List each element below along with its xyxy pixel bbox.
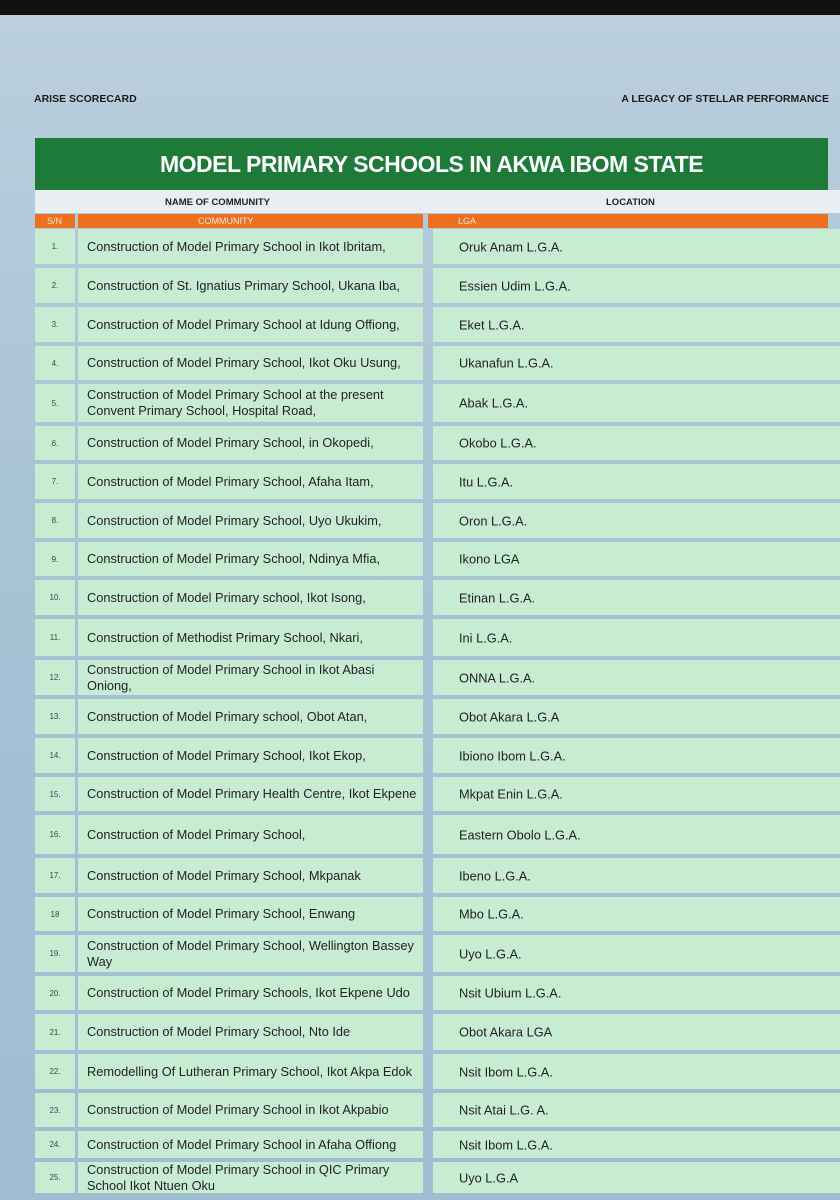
row-sn: 7. [35,464,75,499]
column-header-location: LOCATION [606,197,655,208]
row-lga-cell [433,1054,840,1089]
row-lga-cell [433,346,840,380]
row-lga-cell [433,815,840,854]
row-community: Construction of Model Primary School, in Okopedi, [87,435,374,450]
row-community-cell [78,1131,423,1158]
row-community: Construction of Model Primary School in QIC Primary School Ikot Ntuen Oku [87,1161,390,1193]
row-lga: Obot Akara LGA [459,1024,553,1040]
row-lga: Obot Akara L.G.A [459,709,560,724]
row-lga: ONNA L.G.A. [459,670,536,685]
row-lga-cell [433,1162,840,1193]
row-lga-cell [433,268,840,303]
row-lga: Okobo L.G.A. [459,435,537,451]
table-row [0,229,840,268]
row-sn: 24. [35,1131,75,1158]
row-lga: Ini L.G.A. [459,630,513,645]
row-community-cell [78,1054,423,1089]
row-community: Construction of Model Primary School, Enwang [87,906,356,921]
row-community: Construction of Model Primary School, Uyo Ukukim, [87,512,382,528]
row-lga-cell [433,1131,840,1158]
row-community: Construction of Model Primary Schools, Ikot Ekpene Udo [87,985,410,1000]
row-lga-cell [433,976,840,1010]
row-sn: 16. [35,815,75,854]
table-row [0,1014,840,1054]
row-community-cell [78,542,423,576]
column-header-name: NAME OF COMMUNITY [165,197,271,208]
row-community-cell [78,699,423,734]
row-community: Construction of Model Primary School, Ikot Ekop, [87,747,366,763]
row-lga: Ibiono Ibom L.G.A. [459,748,566,763]
row-lga: Nsit Ubium L.G.A. [459,985,562,1001]
table-row [0,384,840,426]
row-lga-cell [433,1014,840,1050]
table-row [0,1162,840,1197]
row-lga: Nsit Ibom L.G.A. [459,1064,553,1079]
row-lga-cell [433,384,840,422]
row-community-cell [78,935,423,972]
table-row [0,935,840,976]
row-lga: Nsit Atai L.G. A. [459,1102,549,1118]
table-row [0,815,840,858]
row-community-cell [78,660,423,695]
row-community: Construction of Model Primary School, Nto Ide [87,1024,351,1039]
table-row [0,1093,840,1131]
row-lga: Itu L.G.A. [459,474,514,489]
table-row [0,542,840,580]
table-row [0,1054,840,1093]
row-community: Construction of Model Primary School at Idung Offiong, [87,316,400,332]
row-lga-cell [433,464,840,499]
table-row [0,580,840,619]
row-sn: 6. [35,426,75,460]
row-sn: 17. [35,858,75,893]
header-right-text: A LEGACY OF STELLAR PERFORMANCE [621,93,829,105]
row-community: Construction of Model Primary School, Wellington Bassey Way [87,937,414,969]
row-community-cell [78,976,423,1010]
table-row [0,464,840,503]
table-row [0,503,840,542]
row-community: Construction of Model Primary School, Afaha Itam, [87,473,374,489]
row-sn: 19. [35,935,75,972]
row-community-cell [78,858,423,893]
subheader-lga-text: LGA [458,216,477,226]
row-community: Construction of Model Primary School, Mkpanak [87,867,361,883]
row-lga: Uyo L.G.A. [459,946,522,961]
table-row [0,858,840,897]
row-community-cell [78,1014,423,1050]
subheader-community [78,214,423,228]
row-community: Construction of Model Primary School in Ikot Ibritam, [87,238,386,254]
row-lga: Ikono LGA [459,551,520,567]
row-sn: 1. [35,229,75,264]
row-lga: Ukanafun L.G.A. [459,355,554,371]
row-community: Construction of Model Primary School, Ikot Oku Usung, [87,355,401,370]
row-lga-cell [433,897,840,931]
row-sn: 22. [35,1054,75,1089]
table-row [0,307,840,346]
table-row [0,660,840,699]
row-community: Remodelling Of Lutheran Primary School, Ikot Akpa Edok [87,1063,413,1079]
row-lga-cell [433,777,840,811]
row-lga: Etinan L.G.A. [459,590,536,605]
row-community-cell [78,268,423,303]
row-sn: 23. [35,1093,75,1127]
header-left-text: ARISE SCORECARD [34,93,137,105]
row-lga-cell [433,738,840,773]
row-community: Construction of Model Primary School, Ndinya Mfia, [87,551,381,566]
row-community-cell [78,229,423,264]
row-community: Construction of Model Primary School in Afaha Offiong [87,1136,397,1152]
row-community: Construction of St. Ignatius Primary School, Ukana Iba, [87,277,400,293]
row-sn: 18 [35,897,75,931]
table-title-text: MODEL PRIMARY SCHOOLS IN AKWA IBOM STATE [159,150,704,177]
row-lga-cell [433,426,840,460]
row-sn: 5. [35,384,75,422]
row-lga: Mbo L.G.A. [459,906,524,922]
column-header-row [35,190,840,213]
row-community-cell [78,307,423,342]
row-community: Construction of Model Primary school, Ikot Isong, [87,589,366,605]
subheader-sn [35,214,75,228]
row-lga-cell [433,699,840,734]
row-lga: Oruk Anam L.G.A. [459,239,563,254]
row-lga-cell [433,660,840,695]
table-row [0,699,840,738]
table-row [0,619,840,660]
row-lga: Essien Udim L.G.A. [459,278,571,293]
row-community: Construction of Model Primary school, Obot Atan, [87,708,368,724]
row-sn: 3. [35,307,75,342]
row-sn: 15. [35,777,75,811]
row-sn: 4. [35,346,75,380]
row-community: Construction of Model Primary School at the present Convent Primary School, Hospital Road, [87,387,384,418]
table-row [0,268,840,307]
row-lga: Ibeno L.G.A. [459,868,531,883]
row-lga: Nsit Ibom L.G.A. [459,1137,553,1152]
subheader-community-text: COMMUNITY [198,216,254,226]
row-sn: 2. [35,268,75,303]
row-community-cell [78,619,423,656]
row-community-cell [78,1162,423,1193]
row-community-cell [78,777,423,811]
row-community-cell [78,464,423,499]
row-community-cell [78,503,423,538]
row-lga-cell [433,542,840,576]
row-lga-cell [433,858,840,893]
row-sn: 20. [35,976,75,1010]
row-community-cell [78,426,423,460]
table-row [0,346,840,384]
row-community-cell [78,738,423,773]
top-black-bar [0,0,840,15]
table-row [0,426,840,464]
table-title [35,138,828,190]
table-row [0,777,840,815]
row-community: Construction of Model Primary School in Ikot Akpabio [87,1102,389,1117]
subheader-sn-text: S/N [47,216,63,226]
row-community: Construction of Model Primary Health Centre, Ikot Ekpene [87,786,417,801]
row-sn: 14. [35,738,75,773]
table-row [0,897,840,935]
row-lga-cell [433,1093,840,1127]
row-sn: 12. [35,660,75,695]
row-community-cell [78,346,423,380]
row-lga-cell [433,580,840,615]
row-lga: Abak L.G.A. [459,395,528,411]
row-lga: Eket L.G.A. [459,317,525,332]
row-sn: 25. [35,1162,75,1193]
row-community-cell [78,815,423,854]
row-lga-cell [433,229,840,264]
row-community-cell [78,384,423,422]
row-lga: Oron L.G.A. [459,513,528,528]
row-lga-cell [433,935,840,972]
row-lga: Mkpat Enin L.G.A. [459,786,563,802]
table-row [0,738,840,777]
row-lga-cell [433,307,840,342]
row-community-cell [78,580,423,615]
row-community-cell [78,1093,423,1127]
row-sn: 9. [35,542,75,576]
row-lga-cell [433,503,840,538]
row-lga-cell [433,619,840,656]
row-community: Construction of Model Primary School in Ikot Abasi Oniong, [87,661,375,693]
row-sn: 21. [35,1014,75,1050]
table-row [0,1131,840,1162]
row-community: Construction of Model Primary School, [87,826,306,842]
row-sn: 11. [35,619,75,656]
subheader-lga [428,214,828,228]
row-lga: Uyo L.G.A [459,1170,519,1185]
row-lga: Eastern Obolo L.G.A. [459,827,581,842]
row-community: Construction of Methodist Primary School, Nkari, [87,629,363,645]
row-sn: 13. [35,699,75,734]
table-row [0,976,840,1014]
row-sn: 10. [35,580,75,615]
row-community-cell [78,897,423,931]
row-sn: 8. [35,503,75,538]
